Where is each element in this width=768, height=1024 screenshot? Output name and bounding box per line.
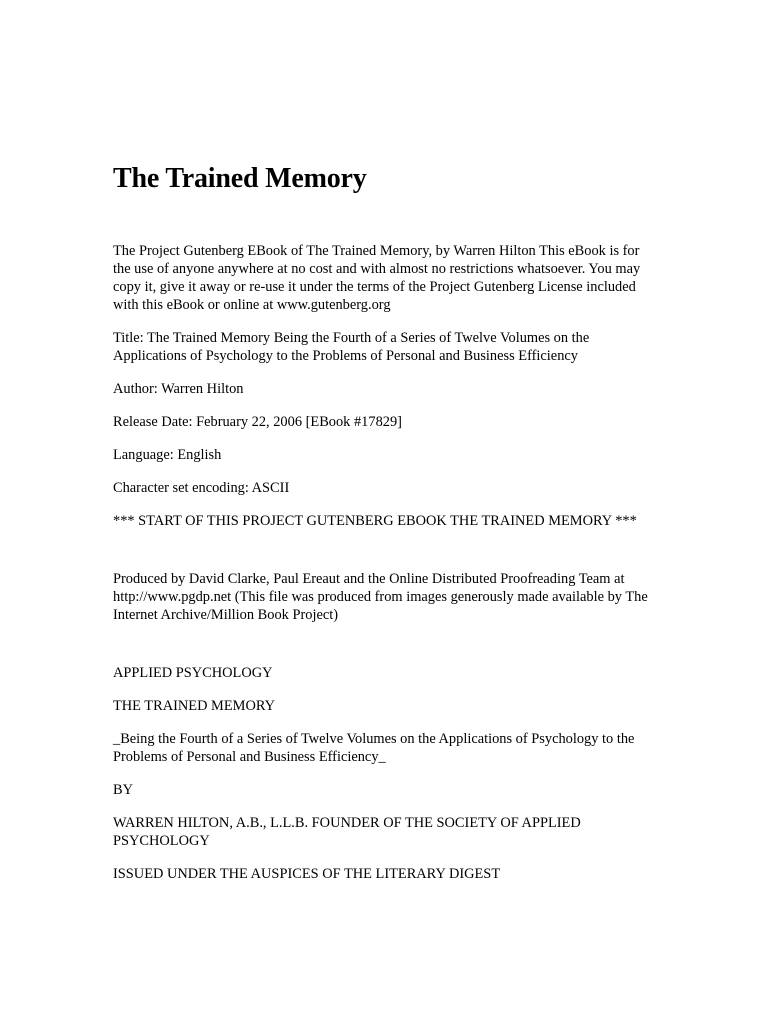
book-heading: THE TRAINED MEMORY [113,698,276,714]
start-marker: *** START OF THIS PROJECT GUTENBERG EBOOK THE TRAINED MEMORY *** [113,513,637,529]
author-credentials: WARREN HILTON, A.B., L.L.B. FOUNDER OF THE SOCIETY OF APPLIED PSYCHOLOGY [113,815,581,849]
license-paragraph: The Project Gutenberg EBook of The Trained Memory, by Warren Hilton This eBook is for the use of anyone anywhere at no cost and with almost no restrictions whatsoever. You may copy it, give it away or re-use it under the terms of the Project Gutenberg License included with this eBook or online at www.gutenberg.org [113,243,641,313]
release-date-line: Release Date: February 22, 2006 [EBook #17829] [113,414,402,430]
series-heading: APPLIED PSYCHOLOGY [113,665,273,681]
document-title: The Trained Memory [113,163,367,194]
title-line: Title: The Trained Memory Being the Fourth of a Series of Twelve Volumes on the Applications of Psychology to the Problems of Personal and Business Efficiency [113,330,590,364]
auspices-line: ISSUED UNDER THE AUSPICES OF THE LITERARY DIGEST [113,866,501,882]
document-page [113,160,658,883]
encoding-line: Character set encoding: ASCII [113,480,290,496]
by-line: BY [113,782,133,798]
producer-paragraph: Produced by David Clarke, Paul Ereaut and the Online Distributed Proofreading Team at http://www.pgdp.net (This file was produced from images generously made available by The Internet Archive/Million Book Project) [113,571,648,623]
language-line: Language: English [113,447,222,463]
author-line: Author: Warren Hilton [113,381,244,397]
subtitle-paragraph: _Being the Fourth of a Series of Twelve Volumes on the Applications of Psychology to the Problems of Personal and Business Efficiency_ [113,731,635,765]
title-spacer [113,198,658,242]
